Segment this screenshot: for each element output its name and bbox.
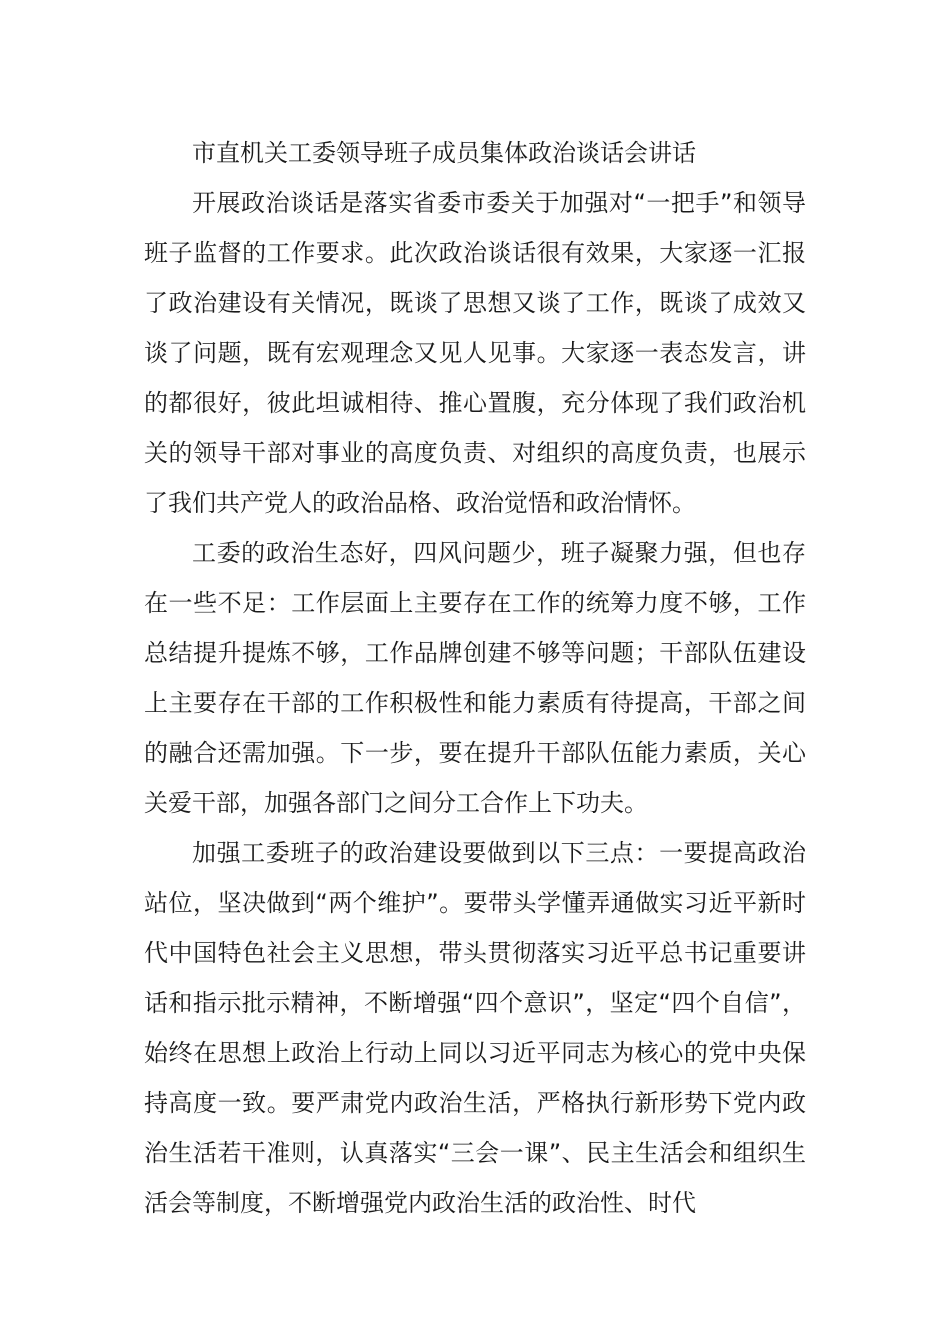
paragraph-opening: 开展政治谈话是落实省委市委关于加强对“一把手”和领导班子监督的工作要求。此次政治谈话很有效果，大家逐一汇报了政治建设有关情况，既谈了思想又谈了工作，既谈了成效又谈了问题，既有宏观理念又见人见事。大家逐一表态发言，讲的都很好，彼此坦诚相待、推心置腹，充分体现了我们政治机关的领导干部对事业的高度负责、对组织的高度负责，也展示了我们共产党人的政治品格、政治觉悟和政治情怀。 <box>144 189 806 517</box>
paragraph-requirements: 加强工委班子的政治建设要做到以下三点：一要提高政治站位，坚决做到“两个维护”。要带头学懂弄通做实习近平新时代中国特色社会主义思想，带头贯彻落实习近平总书记重要讲话和指示批示精神，不断增强“四个意识”，坚定“四个自信”，始终在思想上政治上行动上同以习近平同志为核心的党中央保持高度一致。要严肃党内政治生活，严格执行新形势下党内政治生活若干准则，认真落实“三会一课”、民主生活会和组织生活会等制度，不断增强党内政治生活的政治性、时代 <box>144 839 806 1217</box>
paragraph-shortcomings: 工委的政治生态好，四风问题少，班子凝聚力强，但也存在一些不足：工作层面上主要存在工作的统筹力度不够，工作总结提升提炼不够，工作品牌创建不够等问题；干部队伍建设上主要存在干部的工作积极性和能力素质有待提高，干部之间的融合还需加强。下一步，要在提升干部队伍能力素质，关心关爱干部，加强各部门之间分工合作上下功夫。 <box>144 539 806 817</box>
document-title: 市直机关工委领导班子成员集体政治谈话会讲话 <box>192 139 696 167</box>
document-body <box>144 128 806 1228</box>
